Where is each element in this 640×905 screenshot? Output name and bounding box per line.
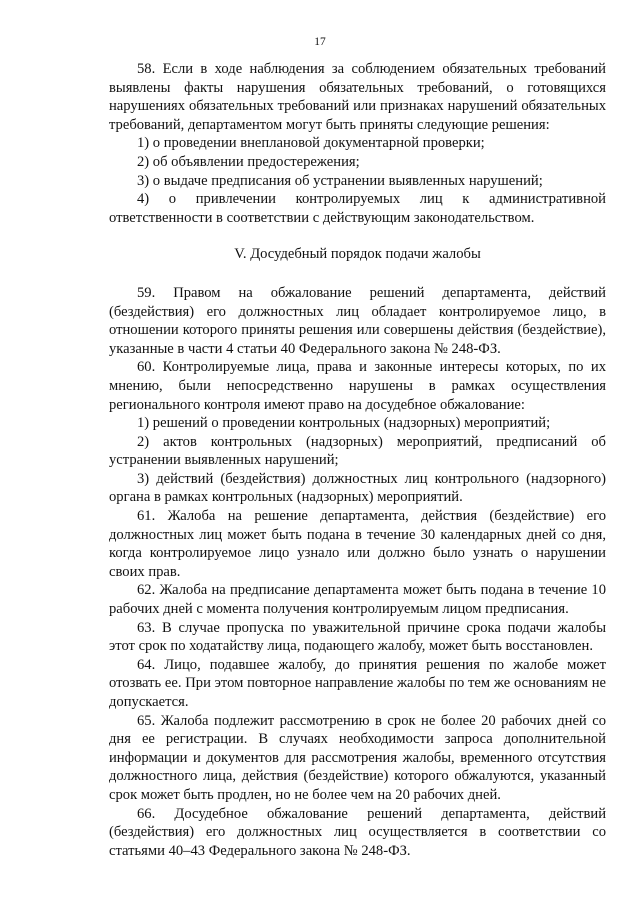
- paragraph-60: 60. Контролируемые лица, права и законные интересы которых, по их мнению, были непосредственно нарушены в рамках осуществления регионального контроля имеют право на досудебное обжалование:: [109, 359, 606, 413]
- paragraph-61: 61. Жалоба на решение департамента, действия (бездействие) его должностных лиц может быть подана в течение 30 календарных дней со дня, когда контролируемое лицо узнало или должно было узнать о нарушении своих прав.: [109, 508, 606, 580]
- paragraph-60-item-2: 2) актов контрольных (надзорных) мероприятий, предписаний об устранении выявленных нарушений;: [109, 433, 606, 469]
- paragraph-58-item-4: 4) о привлечении контролируемых лиц к административной ответственности в соответствии с действующим законодательством.: [109, 191, 606, 226]
- paragraph-62: 62. Жалоба на предписание департамента может быть подана в течение 10 рабочих дней с момента получения контролируемым лицом предписания.: [109, 582, 606, 618]
- paragraph-58-item-1: 1) о проведении внеплановой документарной проверки;: [137, 135, 485, 152]
- paragraph-58-item-3: 3) о выдаче предписания об устранении выявленных нарушений;: [137, 172, 543, 189]
- paragraph-63: 63. В случае пропуска по уважительной причине срока подачи жалобы этот срок по ходатайству лица, подающего жалобу, может быть восстановлен.: [109, 619, 606, 655]
- paragraph-64: 64. Лицо, подавшее жалобу, до принятия решения по жалобе может отозвать ее. При этом повторное направление жалобы по тем же основаниям не допускается.: [109, 656, 606, 710]
- paragraph-60-item-3: 3) действий (бездействия) должностных лиц контрольного (надзорного) органа в рамках контрольных (надзорных) мероприятий.: [109, 470, 606, 506]
- document-body: [109, 60, 606, 860]
- paragraph-58: 58. Если в ходе наблюдения за соблюдением обязательных требований выявлены факты нарушения обязательных требований, о готовящихся нарушениях обязательных требований или признаках нарушений обязательных требований, департаментом могут быть приняты следующие решения:: [109, 61, 606, 133]
- paragraph-66: 66. Досудебное обжалование решений департамента, действий (бездействия) его должностных лиц осуществляется в соответствии со статьями 40–43 Федерального закона № 248-ФЗ.: [109, 805, 606, 859]
- paragraph-60-item-1: 1) решений о проведении контрольных (надзорных) мероприятий;: [137, 415, 551, 432]
- paragraph-59: 59. Правом на обжалование решений департамента, действий (бездействия) его должностных лиц обладает контролируемое лицо, в отношении которого приняты решения или совершены действия (бездействие), указанные в части 4 статьи 40 Федерального закона № 248-ФЗ.: [109, 284, 606, 357]
- page-number: 17: [314, 36, 326, 48]
- paragraph-58-item-2: 2) об объявлении предостережения;: [137, 153, 360, 170]
- section-heading: V. Досудебный порядок подачи жалобы: [234, 246, 481, 263]
- paragraph-65: 65. Жалоба подлежит рассмотрению в срок не более 20 рабочих дней со дня ее регистрации. В случаях необходимости запроса дополнительной информации и документов для рассмотрения жалобы, временного отсутствия должностного лица, действия (бездействие) которого обжалуются, указанный срок может быть продлен, но не более чем на 20 рабочих дней.: [109, 712, 606, 803]
